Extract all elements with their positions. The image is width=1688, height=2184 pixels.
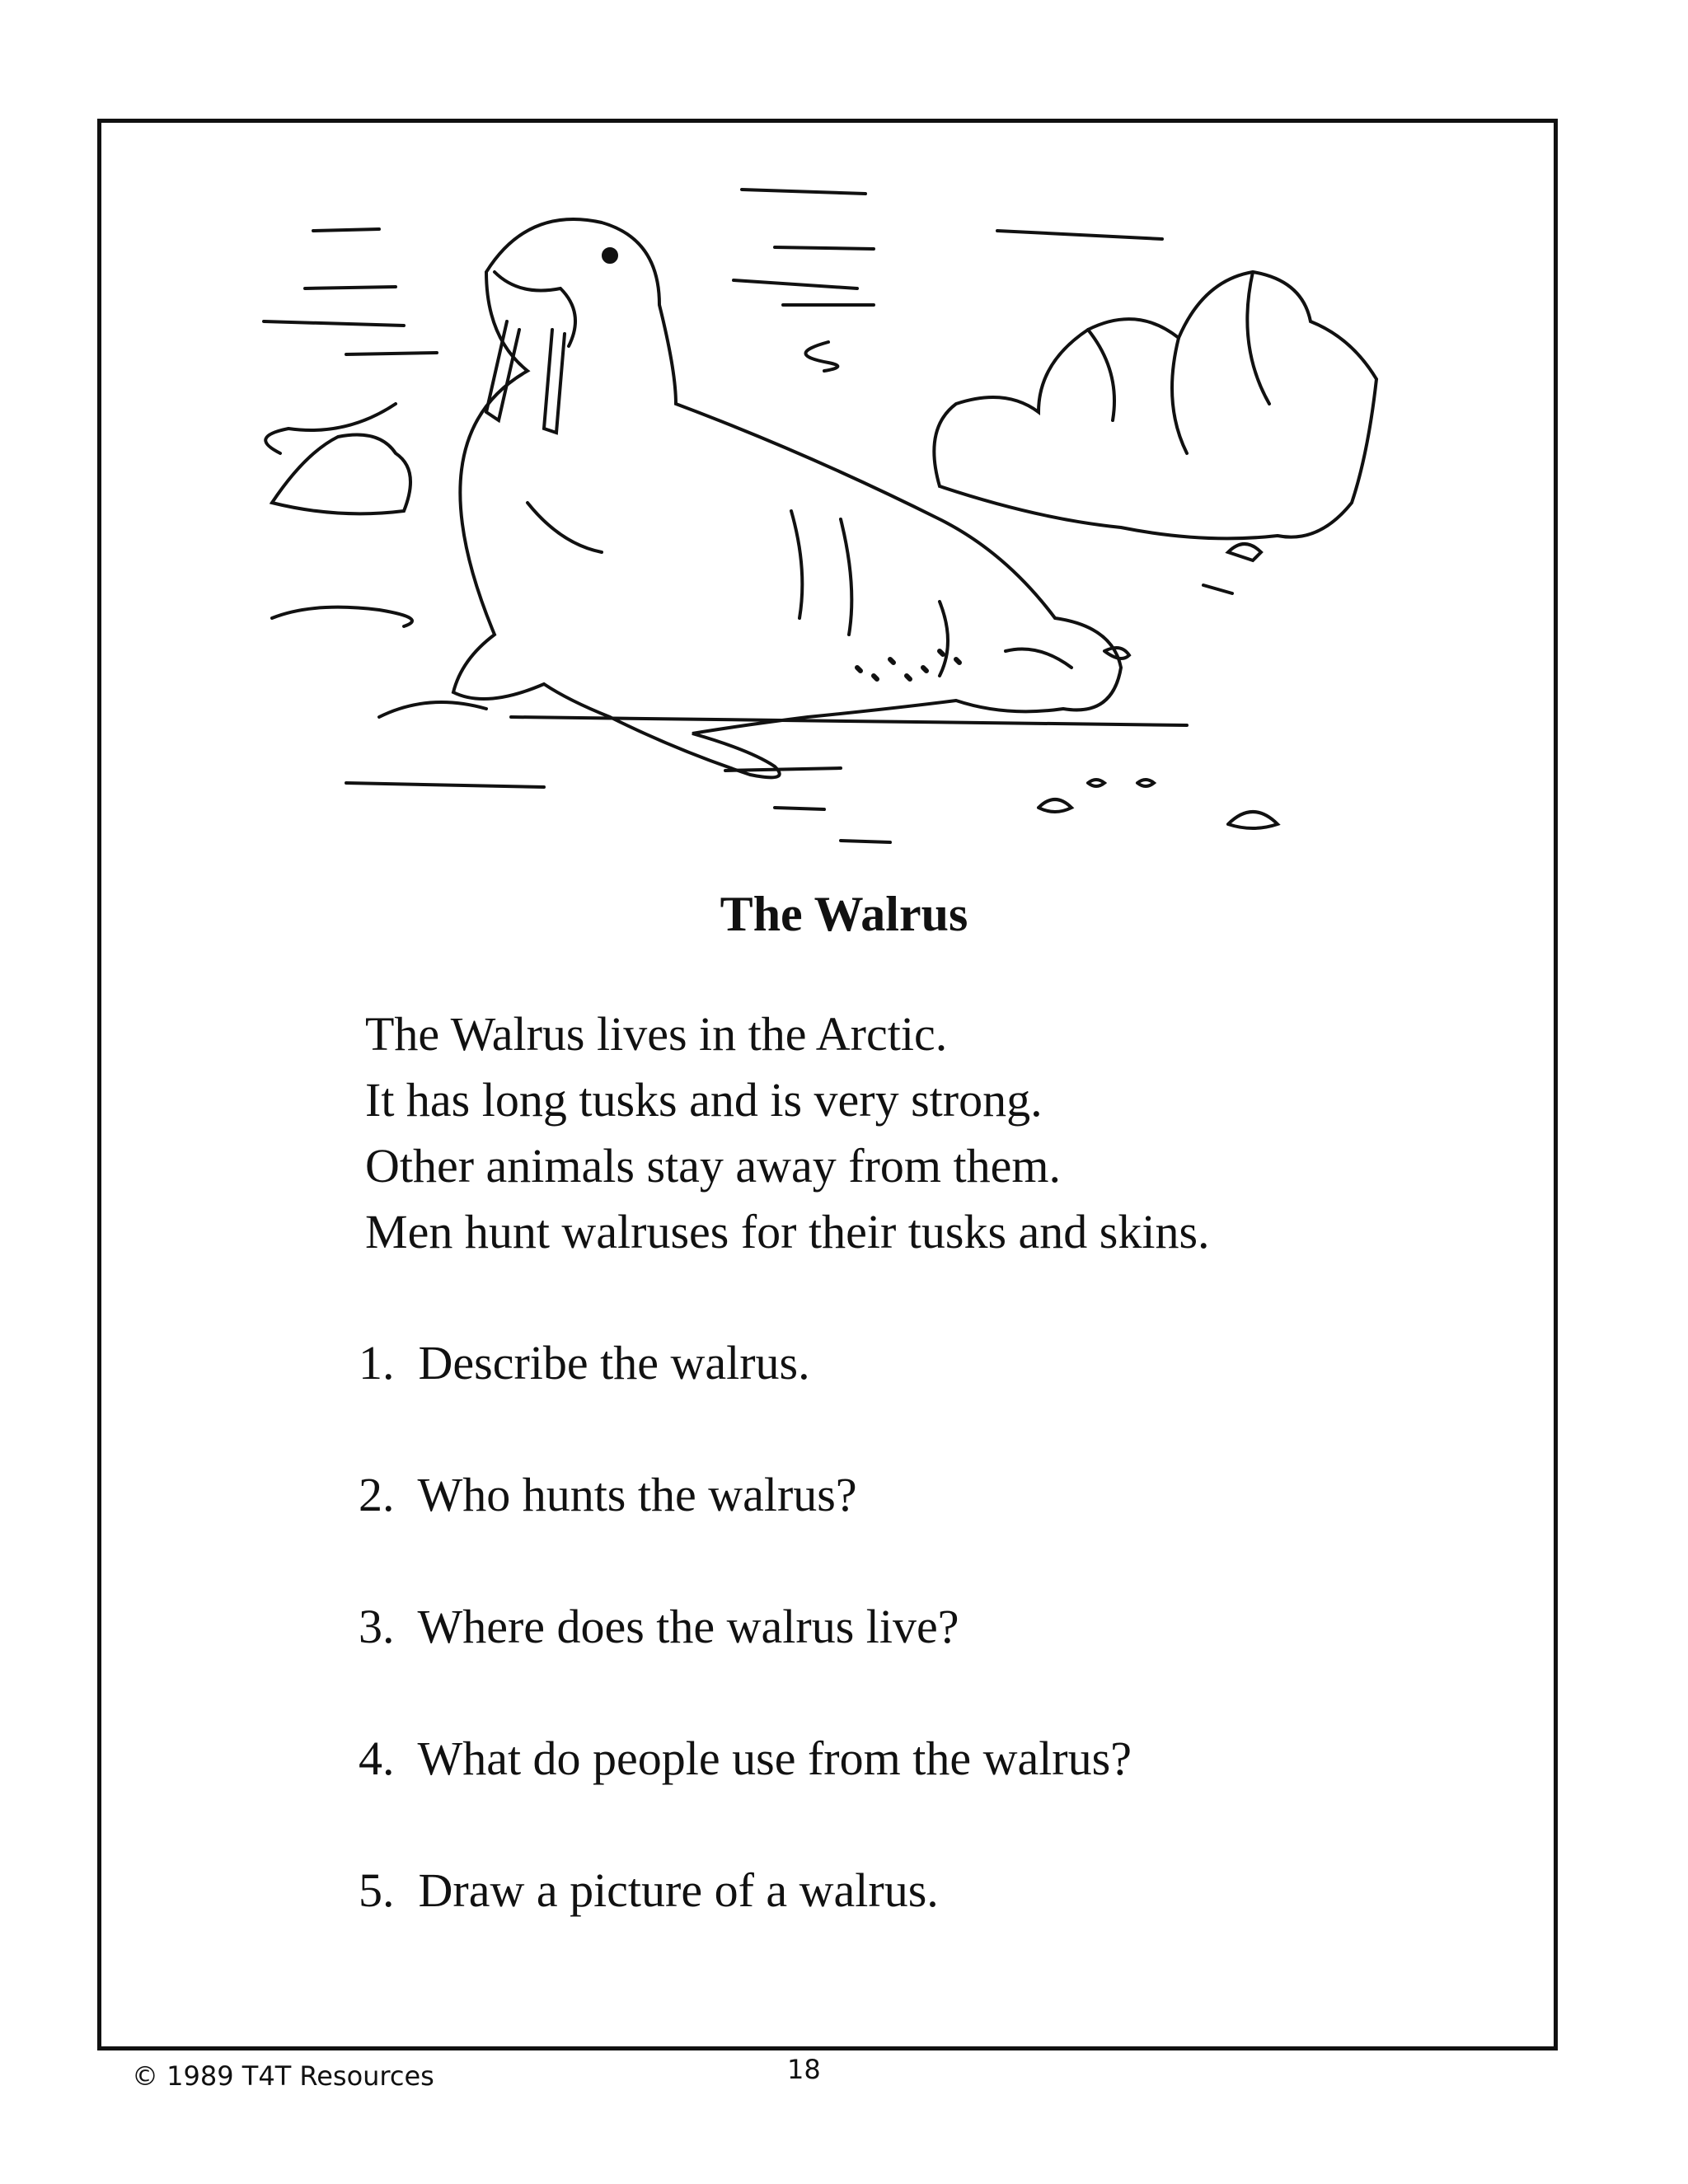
paragraph-line: It has long tusks and is very strong. [365, 1073, 1043, 1127]
walrus-illustration [214, 157, 1467, 882]
question-5: 5. Draw a picture of a walrus. [359, 1863, 939, 1917]
page-number: 18 [787, 2054, 821, 2085]
copyright-notice: © 1989 T4T Resources [132, 2060, 434, 2092]
question-2: 2. Who hunts the walrus? [359, 1468, 857, 1521]
reading-paragraph [365, 1001, 1210, 1265]
paragraph-line: Men hunt walruses for their tusks and skins. [365, 1205, 1210, 1258]
question-3: 3. Where does the walrus live? [359, 1600, 959, 1653]
question-1: 1. Describe the walrus. [359, 1336, 810, 1390]
paragraph-line: Other animals stay away from them. [365, 1139, 1061, 1193]
page-title: The Walrus [720, 887, 968, 941]
question-4: 4. What do people use from the walrus? [359, 1732, 1132, 1785]
paragraph-line: The Walrus lives in the Arctic. [365, 1007, 948, 1061]
